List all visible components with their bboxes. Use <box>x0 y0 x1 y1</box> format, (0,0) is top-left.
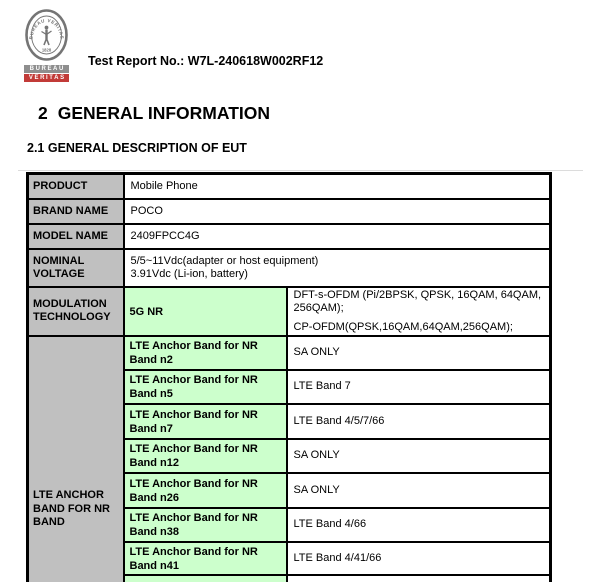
report-number: Test Report No.: W7L-240618W002RF12 <box>88 54 324 68</box>
product-label-cell: PRODUCT <box>28 174 124 199</box>
table-row <box>28 174 551 199</box>
anchor-band-n2-cell: LTE Anchor Band for NR Band n2 <box>124 336 287 370</box>
section-number: 2 <box>38 103 48 123</box>
anchor-band-n26-value-cell: SA ONLY <box>287 473 551 508</box>
brand-name-value-cell: POCO <box>124 199 551 224</box>
modulation-line: CP-OFDM(QPSK,16QAM,64QAM,256QAM); <box>293 320 513 333</box>
section-heading <box>38 103 270 124</box>
bureau-veritas-emblem-icon <box>24 9 69 62</box>
model-name-label-cell: MODEL NAME <box>28 224 124 249</box>
model-name-value-cell: 2409FPCC4G <box>124 224 551 249</box>
general-info-table <box>26 172 552 582</box>
anchor-band-n41-cell: LTE Anchor Band for NR Band n41 <box>124 542 287 575</box>
anchor-band-next-partial-cell <box>124 575 287 582</box>
lte-anchor-group-label-cell: LTE ANCHOR BAND FOR NR BAND <box>28 336 124 582</box>
anchor-band-n12-value-cell: SA ONLY <box>287 439 551 473</box>
table-row <box>28 249 551 287</box>
bureau-veritas-logo <box>24 9 69 82</box>
product-value-cell: Mobile Phone <box>124 174 551 199</box>
modulation-line: DFT-s-OFDM (Pi/2BPSK, QPSK, 16QAM, 64QAM, 256QAM); <box>293 288 542 314</box>
anchor-band-n38-value-cell: LTE Band 4/66 <box>287 508 551 542</box>
anchor-band-n5-value-cell: LTE Band 7 <box>287 370 551 404</box>
anchor-band-n2-value-cell: SA ONLY <box>287 336 551 370</box>
anchor-band-n5-cell: LTE Anchor Band for NR Band n5 <box>124 370 287 404</box>
logo-bureau-bar: BUREAU <box>24 65 69 73</box>
emblem-year-text: 1828 <box>41 47 52 53</box>
table-row <box>28 199 551 224</box>
nominal-voltage-label-cell: NOMINAL VOLTAGE <box>28 249 124 287</box>
voltage-line: 5/5~11Vdc(adapter or host equipment) <box>130 254 319 267</box>
table-row <box>28 287 551 336</box>
section-title: GENERAL INFORMATION <box>57 103 270 123</box>
modulation-value-cell <box>287 287 551 336</box>
nominal-voltage-value-cell <box>124 249 551 287</box>
emblem-figure <box>42 26 52 45</box>
table-row <box>28 336 551 370</box>
anchor-band-n26-cell: LTE Anchor Band for NR Band n26 <box>124 473 287 508</box>
anchor-band-next-partial-value-cell <box>287 575 551 582</box>
emblem-arc-text: BUREAU VERITAS <box>28 17 65 40</box>
anchor-band-n7-value-cell: LTE Band 4/5/7/66 <box>287 404 551 439</box>
modulation-label-cell: MODULATION TECHNOLOGY <box>28 287 124 336</box>
subsection-heading: 2.1 GENERAL DESCRIPTION OF EUT <box>27 141 247 155</box>
brand-name-label-cell: BRAND NAME <box>28 199 124 224</box>
anchor-band-n38-cell: LTE Anchor Band for NR Band n38 <box>124 508 287 542</box>
voltage-line: 3.91Vdc (Li-ion, battery) <box>130 267 248 280</box>
logo-veritas-bar: VERITAS <box>24 74 69 82</box>
header-divider <box>18 170 583 171</box>
anchor-band-n41-value-cell: LTE Band 4/41/66 <box>287 542 551 575</box>
anchor-band-n12-cell: LTE Anchor Band for NR Band n12 <box>124 439 287 473</box>
anchor-band-n7-cell: LTE Anchor Band for NR Band n7 <box>124 404 287 439</box>
table-row <box>28 224 551 249</box>
modulation-5gnr-cell: 5G NR <box>124 287 287 336</box>
